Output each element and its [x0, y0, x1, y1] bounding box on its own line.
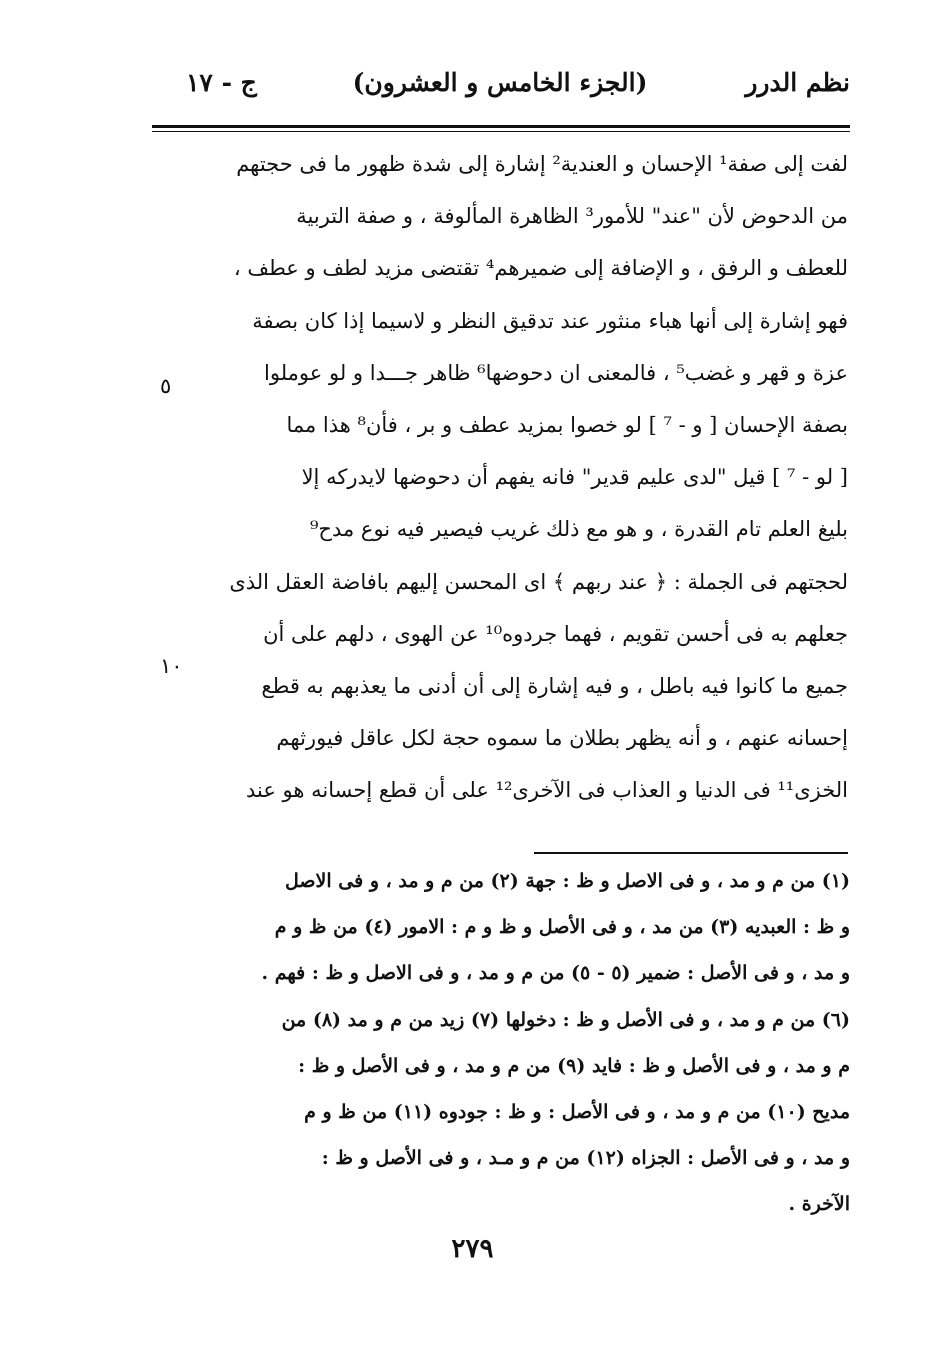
header-rule-thin [152, 131, 850, 132]
text-line: من الدحوض لأن "عند" للأمور³ الظاهرة المألوفة ، و صفة التربية [296, 204, 848, 229]
footnote-line: (٦) من م و مد ، و فى الأصل و ظ : دخولها (٧) زيد من م و مد (٨) من [281, 1008, 850, 1031]
footnote-line: و ظ : العبديه (٣) من مد ، و فى الأصل و ظ و م : الامور (٤) من ظ و م [274, 916, 850, 939]
line-number-5: ٥ [160, 374, 172, 398]
text-line: عزة و قهر و غضب⁵ ، فالمعنى ان دحوضها⁶ ظاهر جـــدا و لو عوملوا [264, 360, 848, 385]
text-line: الخزى¹¹ فى الدنيا و العذاب فى الآخرى¹² على أن قطع إحسانه هو عند [245, 778, 848, 803]
book-title: نظم الدرر [745, 68, 850, 97]
footnote-line: الآخرة . [788, 1193, 850, 1216]
text-line: لحجتهم فى الجملة : ﴿ عند ربهم ﴾ اى المحسن إليهم بافاضة العقل الذى [229, 569, 848, 594]
footnote-line: م و مد ، و فى الأصل و ظ : فايد (٩) من م و مد ، و فى الأصل و ظ : [298, 1054, 850, 1077]
line-number-10: ١٠ [160, 654, 183, 678]
text-line: إحسانه عنهم ، و أنه يظهر بطلان ما سموه حجة لكل عاقل فيورثهم [276, 726, 848, 751]
part-title: (الجزء الخامس و العشرون) [352, 68, 648, 97]
text-line: لفت إلى صفة¹ الإحسان و العندية² إشارة إلى شدة ظهور ما فى حجتهم [236, 152, 848, 176]
footnotes [190, 858, 850, 1228]
text-line: بصفة الإحسان [ و - ⁷ ] لو خصوا بمزيد عطف و بر ، فأن⁸ هذا مما [286, 412, 848, 437]
text-line: جميع ما كانوا فيه باطل ، و فيه إشارة إلى أن أدنى ما يعذبهم به قطع [261, 673, 848, 698]
footnote-line: و مد ، و فى الأصل : الجزاه (١٢) من م و مـد ، و فى الأصل و ظ : [321, 1147, 850, 1170]
text-line: [ لو - ⁷ ] قيل "لدى عليم قدير" فانه يفهم أن دحوضها لايدركه إلا [301, 465, 848, 490]
header-rule-thick [152, 125, 850, 128]
footnote-separator [534, 852, 848, 854]
text-line: بليغ العلم تام القدرة ، و هو مع ذلك غريب فيصير فيه نوع مدح⁹ [309, 517, 848, 542]
text-line: للعطف و الرفق ، و الإضافة إلى ضميرهم⁴ تقتضى مزيد لطف و عطف ، [233, 256, 848, 281]
footnote-line: (١) من م و مد ، و فى الاصل و ظ : جهة (٢) من م و مد ، و فى الاصل [285, 870, 850, 892]
page-number: ٢٧٩ [451, 1234, 494, 1264]
footnote-line: مديح (١٠) من م و مد ، و فى الأصل : و ظ : جودوه (١١) من ظ و م [304, 1100, 850, 1123]
text-line: جعلهم به فى أحسن تقويم ، فهما جردوه¹⁰ عن الهوى ، دلهم على أن [263, 621, 848, 646]
volume-number: ج - ١٧ [186, 68, 257, 97]
main-text [190, 138, 848, 816]
text-line: فهو إشارة إلى أنها هباء منثور عند تدقيق النظر و لاسيما إذا كان بصفة [252, 308, 848, 333]
running-header [150, 68, 850, 116]
footnote-line: و مد ، و فى الأصل : ضمير (٥ - ٥) من م و مد ، و فى الاصل و ظ : فهم . [261, 962, 850, 985]
